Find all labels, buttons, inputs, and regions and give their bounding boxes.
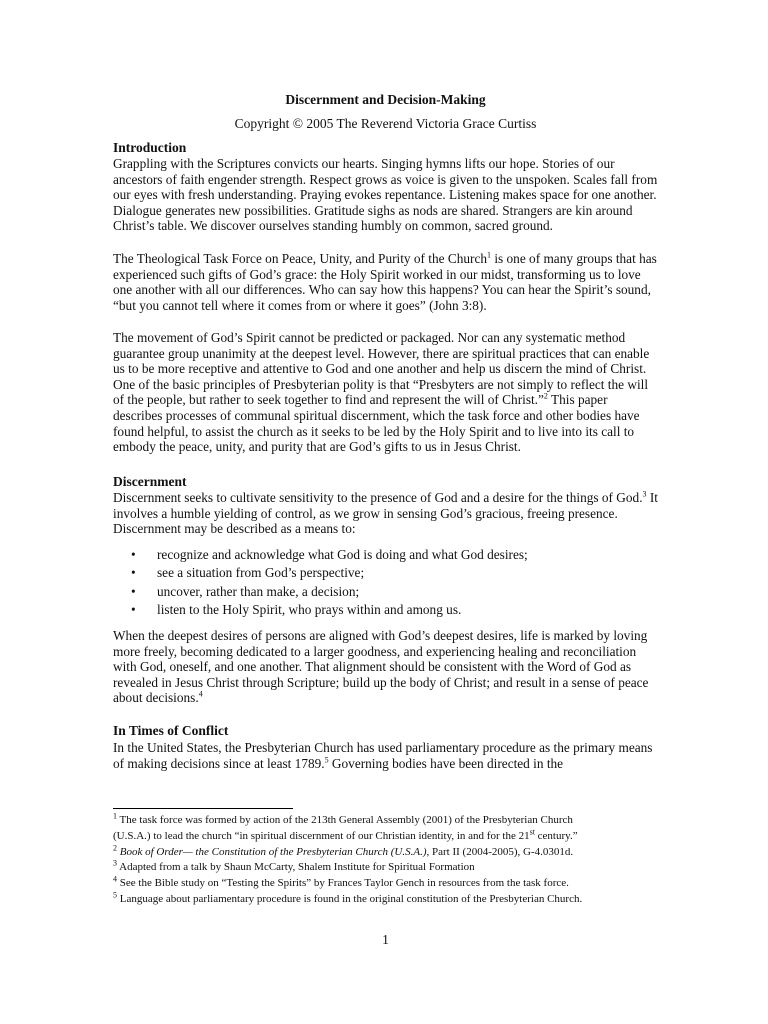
footnote-1 [113,813,658,829]
footnote-number: 3 [113,858,117,868]
conf-p1-text-a: In the United States, the Presbyterian Church has used parliamentary procedure as the primary means of making decisions since at least 1789. [113,740,653,771]
footnote-4 [113,876,658,892]
footnote-ref-5: 5 [324,755,329,765]
heading-introduction: Introduction [113,140,187,155]
heading-in-times-of-conflict: In Times of Conflict [113,723,229,738]
intro-paragraph-2 [113,251,658,313]
discernment-paragraph-1 [113,490,658,537]
discernment-bullet-list [113,546,528,619]
intro-paragraph-1: Grappling with the Scriptures convicts our hearts. Singing hymns lifts our hope. Stories of our ancestors of faith engender strength. Respect grows as voice is given to the unspoken. Scales fall from our eyes with fresh understanding. Praying evokes repentance. Listening makes space for one another. Dialogue generates new possibilities. Gratitude sighs as nods are shared. Strangers are kin around Christ’s table. We discover ourselves standing humbly on common, sacred ground. [113,156,658,234]
bullet-text: uncover, rather than make, a decision; [157,583,360,599]
footnote-ref-4: 4 [198,689,203,699]
conflict-paragraph-1 [113,740,658,771]
intro-paragraph-3 [113,330,658,455]
bullet-icon: • [131,601,136,617]
footnote-ref-2: 2 [543,391,548,401]
intro-p2-text-a: The Theological Task Force on Peace, Unity, and Purity of the Church [113,251,488,266]
footnote-ref-3: 3 [642,489,647,499]
footnote-number: 2 [113,842,117,852]
footnote-text: century.” [534,829,578,842]
intro-p3-text-a: The movement of God’s Spirit cannot be predicted or packaged. Nor can any systematic method guarantee group unanimity at the deepest level. However, there are spiritual practices that can enable us to be more receptive and attentive to God and one another and help us discern the mind of Christ. One of the basic principles of Presbyterian polity is that “Presbyters are not simply to reflect the will of the people, but rather to seek together to find and represent the will of Christ.” [113,330,650,408]
intro-p2-text-b: is one of many groups that has experienced such gifts of God’s grace: the Holy Spirit worked in our midst, transforming us to love one another with all our differences. Who can say how this happens? You can hear the Spirit’s sound, “but you cannot tell where it comes from or where it goes” (John 3:8). [113,251,657,313]
footnote-superscript: st [529,827,535,837]
heading-discernment: Discernment [113,474,187,489]
footnote-2 [113,842,658,861]
footnote-3 [113,860,658,876]
bullet-icon: • [131,565,136,581]
discernment-paragraph-2 [113,628,658,706]
footnote-1-cont [113,829,658,845]
footnote-italic-title: Book of Order— the Constitution of the Presbyterian Church (U.S.A.) [117,845,427,858]
bullet-text: see a situation from God’s perspective; [157,565,365,581]
footnote-text: (U.S.A.) to lead the church “in spiritual discernment of our Christian identity, in and for the 21 [113,829,530,842]
document-title: Discernment and Decision-Making [285,92,486,107]
footnote-text: Adapted from a talk by Shaun McCarty, Shalem Institute for Spiritual Formation [117,861,475,874]
bullet-icon: • [131,583,136,599]
footnote-text: See the Bible study on “Testing the Spirits” by Frances Taylor Gench in resources from the task force. [117,877,569,890]
disc-p1-text-b: It involves a humble yielding of control, as we grow in sensing God’s gracious, freeing presence. Discernment may be described as a means to: [113,490,658,537]
bullet-text: recognize and acknowledge what God is doing and what God desires; [157,547,528,562]
footnote-number: 4 [113,874,117,884]
footnote-5 [113,892,658,908]
footnote-text: The task force was formed by action of the 213th General Assembly (2001) of the Presbyterian Church [117,814,573,826]
intro-p3-text-b: This paper describes processes of communal spiritual discernment, which the task force and other bodies have found helpful, to assist the church as it seeks to be led by the Holy Spirit and to live into its call to embody the peace, unity, and purity that are God’s gifts to us in Jesus Christ. [113,392,640,455]
disc-p2-text-a: When the deepest desires of persons are aligned with God’s deepest desires, life is marked by loving more freely, becoming dedicated to a larger goodness, and experiencing healing and reconciliation with God, oneself, and one another. That alignment should be consistent with the Word of God as revealed in Jesus Christ through Scripture; build up the body of Christ; and result in a sense of peace about decisions. [113,628,649,706]
copyright-line: Copyright © 2005 The Reverend Victoria Grace Curtiss [234,116,537,131]
footnote-number: 5 [113,890,117,900]
bullet-text: listen to the Holy Spirit, who prays within and among us. [157,601,462,617]
footnote-text: Language about parliamentary procedure is found in the original constitution of the Presbyterian Church. [117,892,583,905]
footnotes [113,813,658,908]
list-item [113,546,528,564]
bullet-icon: • [131,547,136,562]
conf-p1-text-b: Governing bodies have been directed in the [328,755,564,771]
list-item [113,564,528,582]
footnote-text: , Part II (2004-2005), G-4.0301d. [426,845,574,858]
footnote-number: 1 [113,811,117,821]
disc-p1-text-a: Discernment seeks to cultivate sensitivity to the presence of God and a desire for the things of God. [113,490,643,505]
list-item [113,601,528,619]
footnote-ref-1: 1 [487,250,492,260]
page-number: 1 [382,932,389,947]
footnote-divider [113,808,293,809]
list-item [113,583,528,601]
